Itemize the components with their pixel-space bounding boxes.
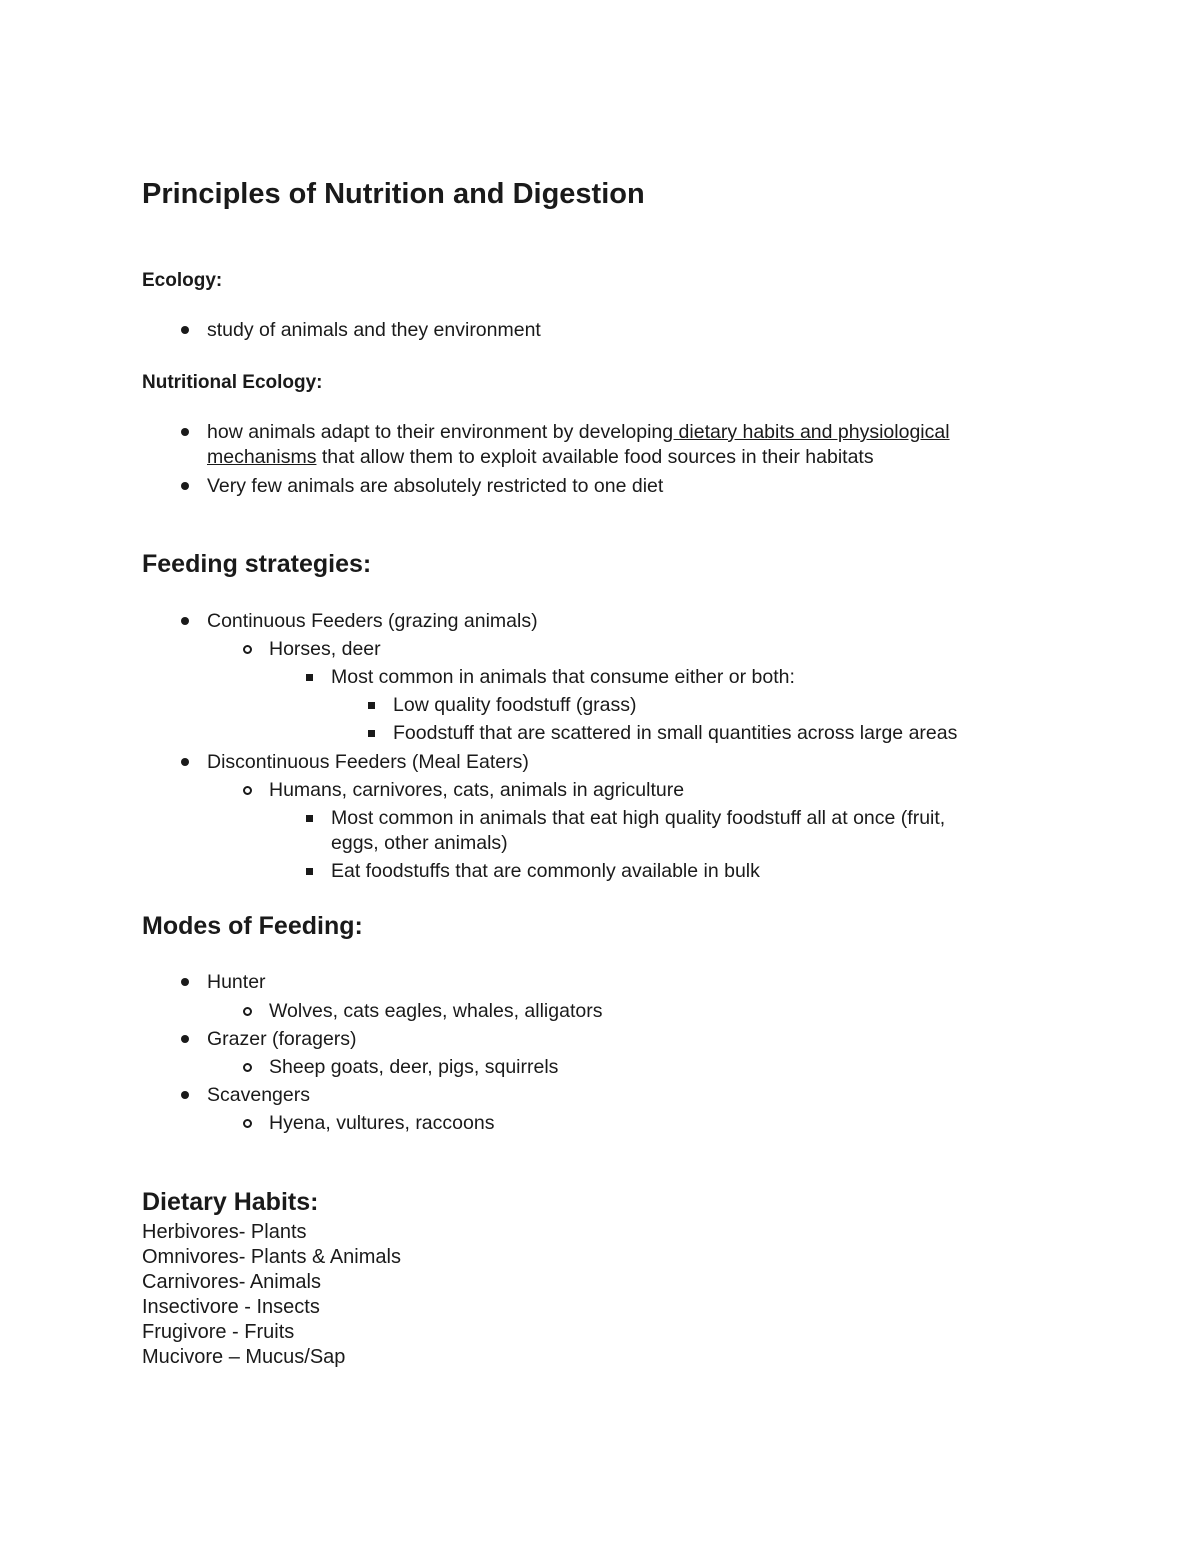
list-item: Wolves, cats eagles, whales, alligators — [269, 999, 602, 1024]
list-item: Eat foodstuffs that are commonly available in bulk — [331, 859, 760, 884]
underlined-phrase: g dietary habits and physiological — [662, 421, 950, 443]
nutritional-ecology-item: Very few animals are absolutely restricted to one diet — [207, 474, 663, 499]
dietary-habit-line: Insectivore - Insects — [142, 1296, 320, 1318]
list-item: Hunter — [207, 970, 266, 995]
list-item: Low quality foodstuff (grass) — [393, 693, 637, 718]
list-item: Hyena, vultures, raccoons — [269, 1111, 494, 1136]
bullet-disc-icon — [181, 428, 189, 436]
modes-of-feeding-heading: Modes of Feeding: — [142, 912, 363, 940]
bullet-circle-icon — [243, 786, 252, 795]
bullet-disc-icon — [181, 482, 189, 490]
bullet-square-icon — [306, 674, 313, 681]
feeding-strategies-heading: Feeding strategies: — [142, 550, 372, 578]
dietary-habit-line: Mucivore – Mucus/Sap — [142, 1346, 346, 1368]
bullet-square-icon — [306, 868, 313, 875]
bullet-circle-icon — [243, 1119, 252, 1128]
bullet-circle-icon — [243, 645, 252, 654]
dietary-habit-line: Carnivores- Animals — [142, 1271, 321, 1293]
ecology-item: study of animals and they environment — [207, 318, 541, 343]
bullet-disc-icon — [181, 617, 189, 625]
list-item: Most common in animals that consume either or both: — [331, 665, 795, 690]
dietary-habits-list — [142, 1220, 401, 1370]
bullet-disc-icon — [181, 1091, 189, 1099]
bullet-disc-icon — [181, 326, 189, 334]
bullet-circle-icon — [243, 1007, 252, 1016]
list-item: Scavengers — [207, 1083, 310, 1108]
list-item: Sheep goats, deer, pigs, squirrels — [269, 1055, 558, 1080]
page-title: Principles of Nutrition and Digestion — [142, 178, 645, 210]
bullet-disc-icon — [181, 1035, 189, 1043]
list-item: Horses, deer — [269, 637, 381, 662]
nutritional-ecology-label: Nutritional Ecology: — [142, 372, 323, 393]
list-item: Continuous Feeders (grazing animals) — [207, 609, 538, 634]
dietary-habit-line: Herbivores- Plants — [142, 1221, 307, 1243]
bullet-square-icon — [368, 702, 375, 709]
list-item: Most common in animals that eat high quality foodstuff all at once (fruit, eggs, other animals) — [331, 806, 945, 856]
dietary-habits-heading: Dietary Habits: — [142, 1188, 319, 1216]
bullet-square-icon — [368, 730, 375, 737]
underlined-phrase: mechanisms — [207, 446, 317, 468]
dietary-habit-line: Frugivore - Fruits — [142, 1321, 295, 1343]
list-item: Humans, carnivores, cats, animals in agriculture — [269, 778, 684, 803]
ecology-label: Ecology: — [142, 270, 223, 291]
list-item: Foodstuff that are scattered in small quantities across large areas — [393, 721, 957, 746]
dietary-habit-line: Omnivores- Plants & Animals — [142, 1246, 401, 1268]
list-item: Grazer (foragers) — [207, 1027, 357, 1052]
bullet-circle-icon — [243, 1063, 252, 1072]
bullet-square-icon — [306, 815, 313, 822]
bullet-disc-icon — [181, 978, 189, 986]
list-item: Discontinuous Feeders (Meal Eaters) — [207, 750, 529, 775]
nutritional-ecology-item: how animals adapt to their environment by developing dietary habits and physiological mechanisms that allow them to exploit available food sources in their habitats — [207, 420, 950, 470]
bullet-disc-icon — [181, 758, 189, 766]
